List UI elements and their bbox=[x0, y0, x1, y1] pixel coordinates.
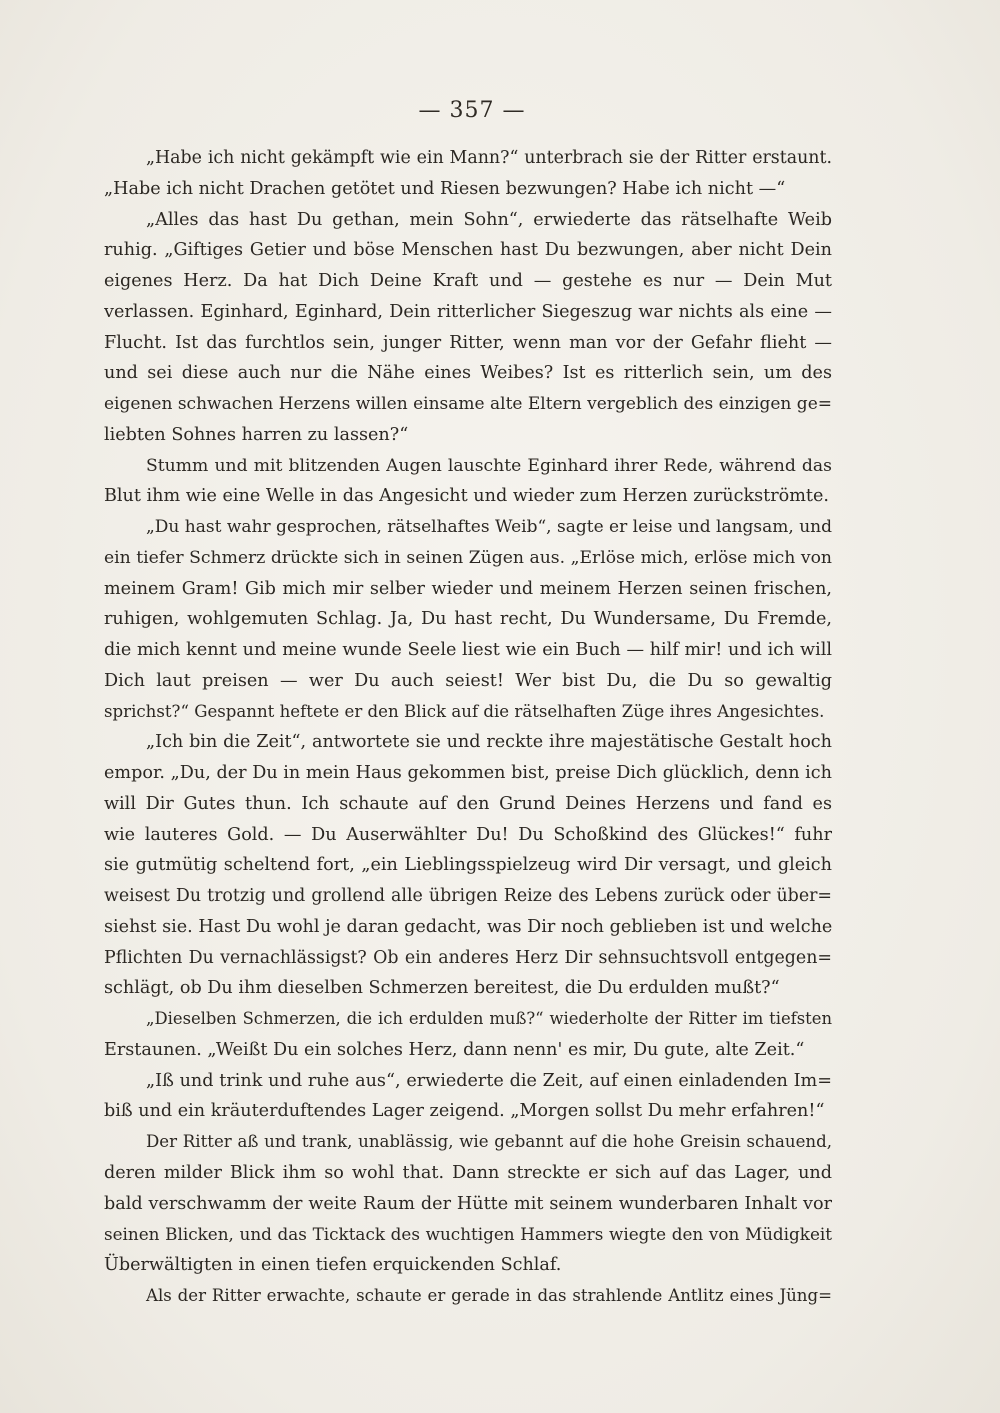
text-line: Dich laut preisen — wer Du auch seiest! Wer bist Du, die Du so gewaltig bbox=[104, 670, 832, 691]
text-line: meinem Gram! Gib mich mir selber wieder und meinem Herzen seinen frischen, bbox=[104, 578, 832, 599]
text-line: empor. „Du, der Du in mein Haus gekommen bist, preise Dich glücklich, denn ich bbox=[104, 763, 832, 783]
text-line: und sei diese auch nur die Nähe eines Weibes? Ist es ritterlich sein, um des bbox=[104, 363, 832, 384]
text-line: biß und ein kräuterduftendes Lager zeigend. „Morgen sollst Du mehr erfahren!“ bbox=[104, 1101, 825, 1122]
text-line: ruhigen, wohlgemuten Schlag. Ja, Du hast recht, Du Wundersame, Du Fremde, bbox=[104, 609, 832, 630]
text-line: Der Ritter aß und trank, unablässig, wie gebannt auf die hohe Greisin schauend, bbox=[146, 1132, 832, 1151]
text-line: liebten Sohnes harren zu lassen?“ bbox=[104, 424, 409, 445]
body-text bbox=[104, 143, 832, 1312]
text-line: weisest Du trotzig und grollend alle übrigen Reize des Lebens zurück oder über= bbox=[104, 886, 832, 906]
text-line: ruhig. „Giftiges Getier und böse Menschen hast Du bezwungen, aber nicht Dein bbox=[104, 240, 832, 261]
text-line: „Du hast wahr gesprochen, rätselhaftes Weib“, sagte er leise und langsam, und bbox=[146, 517, 832, 537]
text-line: sie gutmütig scheltend fort, „ein Lieblingsspielzeug wird Dir versagt, und gleich bbox=[104, 855, 832, 876]
text-line: bald verschwamm der weite Raum der Hütte mit seinem wunderbaren Inhalt vor bbox=[104, 1193, 832, 1214]
text-line: „Ich bin die Zeit“, antwortete sie und reckte ihre majestätische Gestalt hoch bbox=[146, 732, 832, 753]
text-line: eigenen schwachen Herzens willen einsame alte Eltern vergeblich des einzigen ge= bbox=[104, 394, 832, 414]
text-line: „Habe ich nicht Drachen getötet und Riesen bezwungen? Habe ich nicht —“ bbox=[104, 178, 786, 199]
text-line: Blut ihm wie eine Welle in das Angesicht und wieder zum Herzen zurückströmte. bbox=[104, 486, 829, 507]
text-line: sprichst?“ Gespannt heftete er den Blick auf die rätselhaften Züge ihres Angesichtes. bbox=[104, 701, 825, 721]
text-line: Erstaunen. „Weißt Du ein solches Herz, dann nenn' es mir, Du gute, alte Zeit.“ bbox=[104, 1039, 805, 1060]
text-line: schlägt, ob Du ihm dieselben Schmerzen bereitest, die Du erdulden mußt?“ bbox=[104, 978, 780, 999]
page-number: — 357 — bbox=[418, 98, 526, 123]
text-line: Als der Ritter erwachte, schaute er gerade in das strahlende Antlitz eines Jüng= bbox=[146, 1285, 832, 1305]
text-line: „Dieselben Schmerzen, die ich erdulden muß?“ wiederholte der Ritter im tiefsten bbox=[146, 1009, 832, 1028]
text-line: verlassen. Eginhard, Eginhard, Dein ritterlicher Siegeszug war nichts als eine — bbox=[104, 301, 832, 322]
text-line: will Dir Gutes thun. Ich schaute auf den Grund Deines Herzens und fand es bbox=[104, 793, 832, 814]
text-line: wie lauteres Gold. — Du Auserwählter Du! Du Schoßkind des Glückes!“ fuhr bbox=[104, 824, 832, 845]
text-line: Stumm und mit blitzenden Augen lauschte Eginhard ihrer Rede, während das bbox=[146, 455, 832, 476]
text-line: Überwältigten in einen tiefen erquickenden Schlaf. bbox=[104, 1255, 562, 1275]
text-line: Pflichten Du vernachlässigst? Ob ein anderes Herz Dir sehnsuchtsvoll entgegen= bbox=[104, 947, 832, 968]
text-line: „Habe ich nicht gekämpft wie ein Mann?“ unterbrach sie der Ritter erstaunt. bbox=[146, 148, 832, 168]
text-line: Flucht. Ist das furchtlos sein, junger Ritter, wenn man vor der Gefahr flieht — bbox=[104, 332, 832, 353]
text-line: eigenes Herz. Da hat Dich Deine Kraft und — gestehe es nur — Dein Mut bbox=[104, 271, 832, 291]
text-line: seinen Blicken, und das Ticktack des wuchtigen Hammers wiegte den von Müdigkeit bbox=[104, 1224, 832, 1245]
text-line: „Alles das hast Du gethan, mein Sohn“, erwiederte das rätselhafte Weib bbox=[146, 209, 832, 230]
text-line: deren milder Blick ihm so wohl that. Dann streckte er sich auf das Lager, und bbox=[104, 1162, 832, 1183]
text-line: die mich kennt und meine wunde Seele liest wie ein Buch — hilf mir! und ich will bbox=[104, 640, 832, 660]
text-line: siehst sie. Hast Du wohl je daran gedacht, was Dir noch geblieben ist und welche bbox=[104, 916, 832, 937]
text-line: „Iß und trink und ruhe aus“, erwiederte die Zeit, auf einen einladenden Im= bbox=[146, 1070, 832, 1091]
text-line: ein tiefer Schmerz drückte sich in seinen Zügen aus. „Erlöse mich, erlöse mich von bbox=[104, 547, 832, 568]
